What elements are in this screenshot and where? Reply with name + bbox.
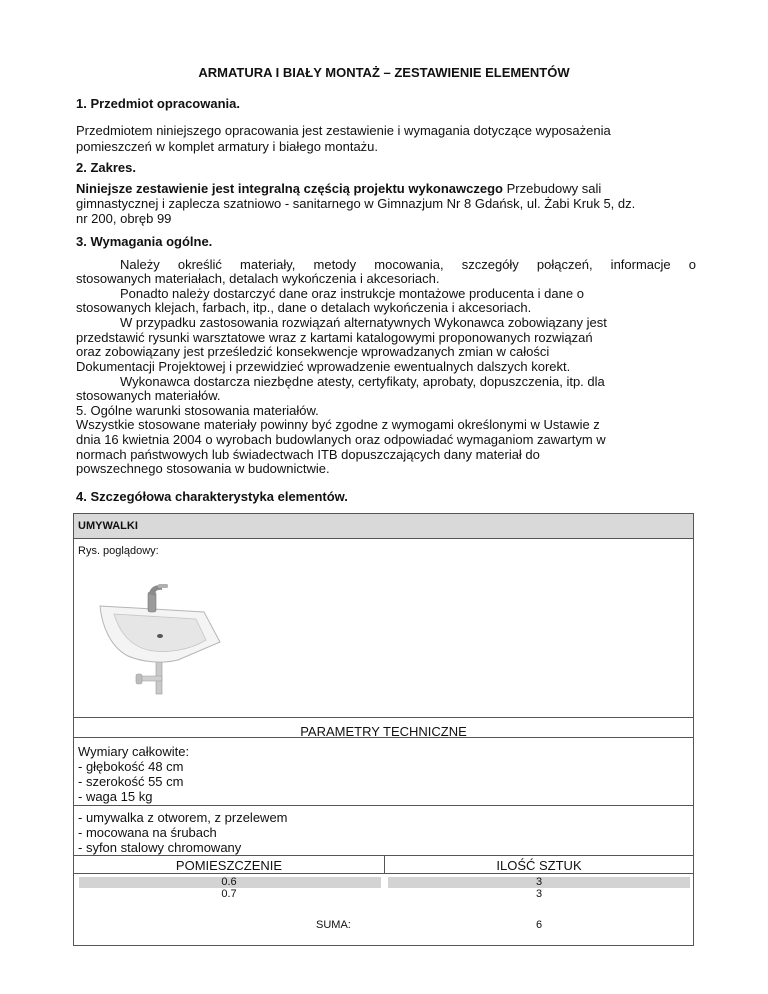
dims-line: - głębokość 48 cm xyxy=(78,759,184,774)
section-3-paragraph-line: przedstawić rysunki warsztatowe wraz z kartami katalogowymi proponowanych rozwiązań xyxy=(76,330,593,345)
image-caption: Rys. poglądowy: xyxy=(78,545,159,557)
column-divider xyxy=(384,855,385,873)
column-header-room: POMIESZCZENIE xyxy=(175,858,283,873)
table-divider xyxy=(74,805,693,806)
section-3-heading: 3. Wymagania ogólne. xyxy=(76,234,213,249)
section-2-text-line: nr 200, obręb 99 xyxy=(76,211,172,226)
section-1-text-line: Przedmiotem niniejszego opracowania jest zestawienie i wymagania dotyczące wyposażenia xyxy=(76,123,611,138)
element-table xyxy=(73,513,694,946)
feature-line: - syfon stalowy chromowany xyxy=(78,840,242,855)
section-5-text-line: normach państwowych lub świadectwach ITB dopuszczających dany materiał do xyxy=(76,447,540,462)
section-3-paragraph-line: Dokumentacji Projektowej i przewidzieć wprowadzenie ewentualnych dalszych korekt. xyxy=(76,359,571,374)
table-divider xyxy=(74,717,693,718)
row-room: 0.6 xyxy=(221,876,237,888)
sum-value: 6 xyxy=(535,919,543,931)
dims-line: - waga 15 kg xyxy=(78,789,153,804)
section-3-paragraph-line: oraz zobowiązany jest prześledzić konsekwencje wprowadzanych zmian w całości xyxy=(76,344,550,359)
section-1-heading: 1. Przedmiot opracowania. xyxy=(76,96,240,111)
section-2-text-line xyxy=(76,181,696,196)
section-5-text-line: dnia 16 kwietnia 2004 o wyrobach budowlanych oraz odpowiadać wymaganiom zawartym w xyxy=(76,432,606,447)
section-5-text-line: Wszystkie stosowane materiały powinny być zgodne z wymogami określonymi w Ustawie z xyxy=(76,417,600,432)
feature-line: - mocowana na śrubach xyxy=(78,825,217,840)
section-2-text-line: gimnastycznej i zaplecza szatniowo - sanitarnego w Gimnazjum Nr 8 Gdańsk, ul. Żabi Kruk 5, dz. xyxy=(76,196,636,211)
params-title: PARAMETRY TECHNICZNE xyxy=(300,724,467,739)
column-header-qty: ILOŚĆ SZTUK xyxy=(496,858,582,873)
section-3-paragraph-line: Należy określić materiały, metody mocowania, szczegóły połączeń, informacje o xyxy=(120,257,696,272)
section-3-paragraph-line: Ponadto należy dostarczyć dane oraz instrukcje montażowe producenta i dane o xyxy=(120,286,584,301)
section-5-text-line: powszechnego stosowania w budownictwie. xyxy=(76,461,330,476)
dims-line: - szerokość 55 cm xyxy=(78,774,184,789)
table-divider xyxy=(74,737,693,738)
dims-line: Wymiary całkowite: xyxy=(78,744,190,759)
washbasin-illustration xyxy=(92,564,242,714)
table-divider xyxy=(74,873,693,874)
section-3-paragraph-line: Wykonawca dostarcza niezbędne atesty, certyfikaty, aprobaty, dopuszczenia, itp. dla xyxy=(120,374,605,389)
feature-line: - umywalka z otworem, z przelewem xyxy=(78,810,288,825)
section-2-bold-text: Niniejsze zestawienie jest integralną częścią projektu wykonawczego xyxy=(76,181,503,196)
row-qty: 3 xyxy=(535,876,543,888)
section-5-heading-line: 5. Ogólne warunki stosowania materiałów. xyxy=(76,403,319,418)
section-3-paragraph-line: W przypadku zastosowania rozwiązań alternatywnych Wykonawca zobowiązany jest xyxy=(120,315,607,330)
washbasin-image xyxy=(92,564,242,714)
sum-label: SUMA: xyxy=(316,919,351,931)
section-3-paragraph-line: stosowanych materiałów. xyxy=(76,388,221,403)
section-2-text: Przebudowy sali xyxy=(503,181,602,196)
table-header xyxy=(74,514,693,539)
document-title: ARMATURA I BIAŁY MONTAŻ – ZESTAWIENIE ELEMENTÓW xyxy=(198,65,570,80)
section-1-text-line: pomieszczeń w komplet armatury i białego montażu. xyxy=(76,139,379,154)
row-qty: 3 xyxy=(535,888,543,900)
section-2-heading: 2. Zakres. xyxy=(76,160,136,175)
row-room: 0.7 xyxy=(221,888,237,900)
section-3-paragraph-line: stosowanych materiałach, detalach wykończenia i akcesoriach. xyxy=(76,271,440,286)
section-3-paragraph-line: stosowanych klejach, farbach, itp., dane o detalach wykończenia i akcesoriach. xyxy=(76,300,532,315)
table-header-label: UMYWALKI xyxy=(78,520,138,532)
section-4-heading: 4. Szczegółowa charakterystyka elementów. xyxy=(76,489,348,504)
